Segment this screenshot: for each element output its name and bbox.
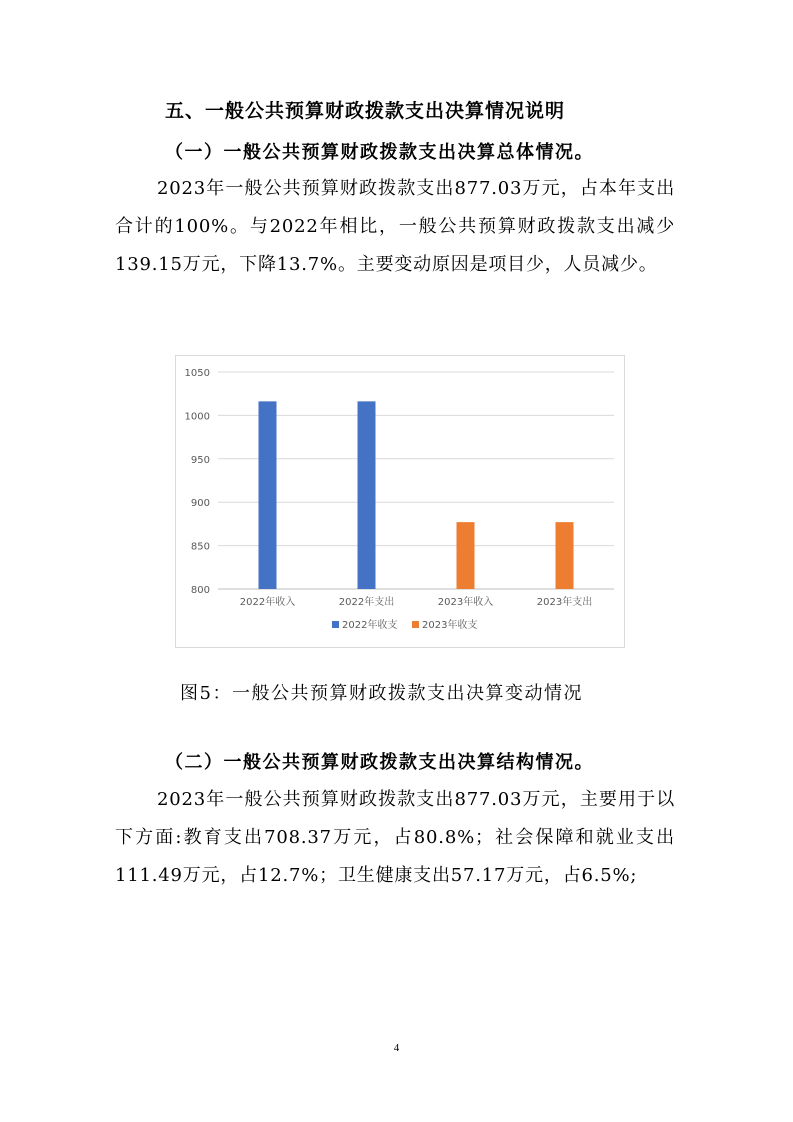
part2-body: 2023年一般公共预算财政拨款支出877.03万元，主要用于以下方面:教育支出708.37万元，占80.8%；社会保障和就业支出111.49万元，占12.7%；卫生健康支出57.17万元，占6.5%; (115, 789, 675, 886)
legend-label: 2023年收支 (422, 620, 478, 631)
part1-title: （一）一般公共预算财政拨款支出决算总体情况。 (165, 142, 594, 163)
x-tick-label: 2022年支出 (338, 597, 395, 608)
part2-title: （二）一般公共预算财政拨款支出决算结构情况。 (165, 752, 594, 773)
y-tick-label: 1050 (184, 368, 210, 379)
bar-chart (176, 356, 624, 647)
bar (259, 401, 277, 589)
figure-caption: 图5：一般公共预算财政拨款支出决算变动情况 (180, 683, 583, 704)
legend-swatch (332, 621, 339, 628)
bar (358, 401, 376, 589)
page-number: 4 (393, 1042, 400, 1054)
bar (556, 522, 574, 589)
x-tick-label: 2023年支出 (536, 597, 593, 608)
y-tick-label: 1000 (184, 411, 210, 423)
x-tick-label: 2022年收入 (239, 597, 296, 608)
y-tick-label: 850 (190, 541, 210, 553)
y-tick-label: 800 (190, 585, 210, 596)
section-title: 五、一般公共预算财政拨款支出决算情况说明 (165, 100, 566, 122)
y-tick-label: 950 (190, 454, 210, 466)
part1-body: 2023年一般公共预算财政拨款支出877.03万元，占本年支出合计的100%。与2022年相比，一般公共预算财政拨款支出减少139.15万元，下降13.7%。主要变动原因是项目少，人员减少。 (115, 178, 675, 275)
chart-container (175, 355, 625, 648)
y-tick-label: 900 (190, 498, 210, 510)
legend-label: 2022年收支 (342, 620, 398, 631)
bar (457, 522, 475, 589)
x-tick-label: 2023年收入 (437, 597, 494, 608)
legend-swatch (412, 621, 419, 628)
